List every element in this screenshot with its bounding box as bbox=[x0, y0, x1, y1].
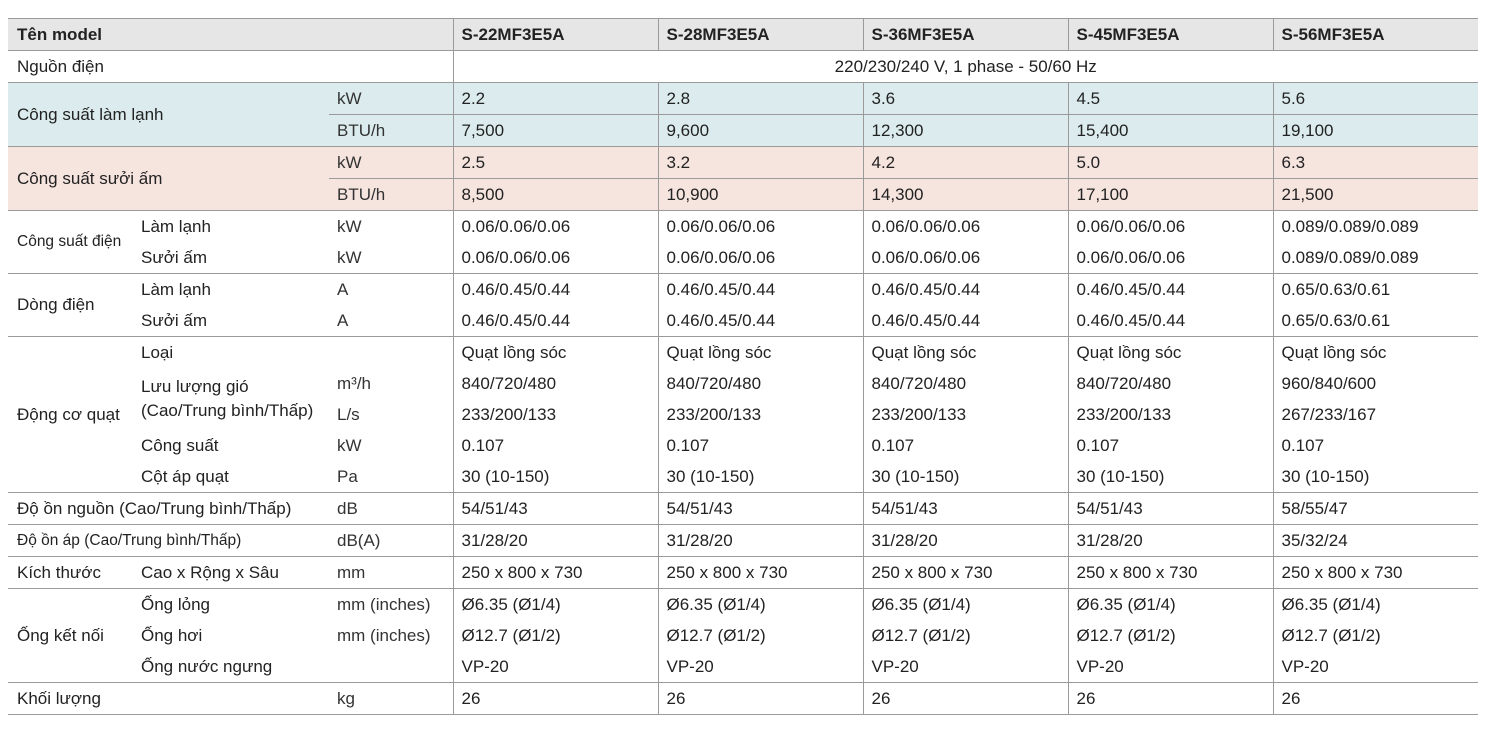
cell-value: 0.06/0.06/0.06 bbox=[1068, 242, 1273, 274]
spec-table bbox=[8, 18, 1478, 715]
cell-value: 54/51/43 bbox=[863, 493, 1068, 525]
cell-value: 840/720/480 bbox=[658, 368, 863, 399]
cell-value: Quạt lồng sóc bbox=[453, 337, 658, 369]
cell-value: 233/200/133 bbox=[658, 399, 863, 430]
cell-value: 0.089/0.089/0.089 bbox=[1273, 242, 1478, 274]
cell-value: Ø12.7 (Ø1/2) bbox=[1273, 620, 1478, 651]
cell-value: 30 (10-150) bbox=[658, 461, 863, 493]
row-label: Công suất làm lạnh bbox=[8, 83, 329, 147]
sub-label: Ống hơi bbox=[141, 625, 203, 645]
fan-motor-row bbox=[8, 461, 1478, 493]
cell-value: 0.65/0.63/0.61 bbox=[1273, 274, 1478, 306]
cooling-capacity-row bbox=[8, 83, 1478, 115]
cell-value: 233/200/133 bbox=[1068, 399, 1273, 430]
cell-value: 30 (10-150) bbox=[1068, 461, 1273, 493]
cell-value: 250 x 800 x 730 bbox=[1273, 557, 1478, 589]
cell-value: 0.06/0.06/0.06 bbox=[863, 242, 1068, 274]
model-name: S-36MF3E5A bbox=[863, 19, 1068, 51]
cell-value: 0.107 bbox=[863, 430, 1068, 461]
unit-label: m³/h bbox=[337, 373, 371, 393]
sub-label bbox=[133, 368, 329, 430]
sub-label: Cao x Rộng x Sâu bbox=[133, 557, 329, 589]
unit-label: A bbox=[329, 305, 453, 337]
cell-value: 0.46/0.45/0.44 bbox=[1068, 305, 1273, 337]
cell-value: 30 (10-150) bbox=[1273, 461, 1478, 493]
row-label: Động cơ quạt bbox=[8, 337, 133, 493]
cell-value: 250 x 800 x 730 bbox=[863, 557, 1068, 589]
cell-value: 0.46/0.45/0.44 bbox=[658, 305, 863, 337]
cell-value: 19,100 bbox=[1273, 115, 1478, 147]
unit-label: Pa bbox=[329, 461, 453, 493]
cell-value: 0.107 bbox=[1068, 430, 1273, 461]
cell-value: Ø12.7 (Ø1/2) bbox=[1068, 620, 1273, 651]
cell-value: 26 bbox=[453, 683, 658, 715]
unit-label bbox=[329, 651, 453, 683]
unit-label: kg bbox=[329, 683, 453, 715]
cell-value: 840/720/480 bbox=[1068, 368, 1273, 399]
cell-value: 0.46/0.45/0.44 bbox=[453, 274, 658, 306]
cell-value: 2.5 bbox=[453, 147, 658, 179]
airflow-label-line2: (Cao/Trung bình/Thấp) bbox=[141, 401, 314, 420]
cell-value: 267/233/167 bbox=[1273, 399, 1478, 430]
cell-value: 0.06/0.06/0.06 bbox=[1068, 211, 1273, 243]
cell-value: 4.5 bbox=[1068, 83, 1273, 115]
sub-label: Cột áp quạt bbox=[133, 461, 329, 493]
cell-value: 0.46/0.45/0.44 bbox=[658, 274, 863, 306]
cell-value: 15,400 bbox=[1068, 115, 1273, 147]
cell-value: VP-20 bbox=[1273, 651, 1478, 683]
cell-value: 31/28/20 bbox=[1068, 525, 1273, 557]
cell-value: Ø6.35 (Ø1/4) bbox=[1273, 589, 1478, 621]
cell-value: 0.06/0.06/0.06 bbox=[658, 242, 863, 274]
cell-value: 6.3 bbox=[1273, 147, 1478, 179]
unit-label: kW bbox=[337, 216, 362, 236]
current-row bbox=[8, 305, 1478, 337]
cell-value: 960/840/600 bbox=[1273, 368, 1478, 399]
cell-value: 54/51/43 bbox=[1068, 493, 1273, 525]
cell-value: 2.2 bbox=[453, 83, 658, 115]
cell-value: Quạt lồng sóc bbox=[1273, 337, 1478, 369]
cell-value: 4.2 bbox=[863, 147, 1068, 179]
cell-value: 0.06/0.06/0.06 bbox=[863, 211, 1068, 243]
fan-motor-row bbox=[8, 430, 1478, 461]
unit-label: BTU/h bbox=[329, 115, 453, 147]
power-source-row bbox=[8, 51, 1478, 83]
model-name: S-45MF3E5A bbox=[1068, 19, 1273, 51]
cell-value: 31/28/20 bbox=[863, 525, 1068, 557]
piping-row bbox=[8, 620, 1478, 651]
current-row bbox=[8, 274, 1478, 306]
unit-label: kW bbox=[329, 147, 453, 179]
cell-value: 250 x 800 x 730 bbox=[453, 557, 658, 589]
cell-value: Ø6.35 (Ø1/4) bbox=[863, 589, 1068, 621]
power-source-value: 220/230/240 V, 1 phase - 50/60 Hz bbox=[453, 51, 1478, 83]
cell-value: 30 (10-150) bbox=[453, 461, 658, 493]
cell-value: 26 bbox=[863, 683, 1068, 715]
cell-value: 0.06/0.06/0.06 bbox=[453, 211, 658, 243]
cell-value: 0.06/0.06/0.06 bbox=[658, 211, 863, 243]
cell-value: 5.0 bbox=[1068, 147, 1273, 179]
unit-label: kW bbox=[337, 435, 362, 455]
dimensions-row bbox=[8, 557, 1478, 589]
cell-value: 58/55/47 bbox=[1273, 493, 1478, 525]
unit-label: mm (inches) bbox=[337, 594, 431, 614]
sub-label: Làm lạnh bbox=[141, 279, 211, 299]
cell-value: 0.107 bbox=[1273, 430, 1478, 461]
cell-value: 0.65/0.63/0.61 bbox=[1273, 305, 1478, 337]
cell-value: 12,300 bbox=[863, 115, 1068, 147]
unit-label: A bbox=[337, 279, 349, 299]
unit-label: kW bbox=[329, 83, 453, 115]
sub-label: Làm lạnh bbox=[141, 216, 211, 236]
sub-label: Sưởi ấm bbox=[133, 242, 329, 274]
sub-label: Công suất bbox=[141, 435, 219, 455]
sound-power-row bbox=[8, 493, 1478, 525]
cell-value: Quạt lồng sóc bbox=[1068, 337, 1273, 369]
cell-value: Ø12.7 (Ø1/2) bbox=[453, 620, 658, 651]
cell-value: 54/51/43 bbox=[658, 493, 863, 525]
unit-label: dB(A) bbox=[329, 525, 453, 557]
weight-row bbox=[8, 683, 1478, 715]
sub-label: Ống nước ngưng bbox=[133, 651, 329, 683]
spec-table-container bbox=[8, 18, 1478, 715]
sub-label: Ống lỏng bbox=[141, 594, 210, 614]
cell-value: 0.46/0.45/0.44 bbox=[863, 274, 1068, 306]
cell-value: Ø6.35 (Ø1/4) bbox=[453, 589, 658, 621]
cell-value: 0.46/0.45/0.44 bbox=[453, 305, 658, 337]
row-label: Công suất sưởi ấm bbox=[8, 147, 329, 211]
cell-value: 26 bbox=[1068, 683, 1273, 715]
unit-label: BTU/h bbox=[329, 179, 453, 211]
model-name: S-28MF3E5A bbox=[658, 19, 863, 51]
cell-value: 250 x 800 x 730 bbox=[1068, 557, 1273, 589]
row-label: Nguồn điện bbox=[17, 56, 104, 76]
heating-capacity-row bbox=[8, 147, 1478, 179]
row-label: Công suất điện bbox=[8, 211, 133, 274]
cell-value: 14,300 bbox=[863, 179, 1068, 211]
cell-value: 9,600 bbox=[658, 115, 863, 147]
cell-value: VP-20 bbox=[658, 651, 863, 683]
cell-value: 35/32/24 bbox=[1273, 525, 1478, 557]
cell-value: 3.6 bbox=[863, 83, 1068, 115]
unit-label bbox=[329, 337, 453, 369]
cell-value: 21,500 bbox=[1273, 179, 1478, 211]
row-label: Độ ồn nguồn (Cao/Trung bình/Thấp) bbox=[8, 493, 329, 525]
row-label: Độ ồn áp (Cao/Trung bình/Thấp) bbox=[8, 525, 329, 557]
header-row bbox=[8, 19, 1478, 51]
airflow-label-line1: Lưu lượng gió bbox=[141, 377, 249, 396]
cell-value: 0.46/0.45/0.44 bbox=[863, 305, 1068, 337]
cell-value: 31/28/20 bbox=[658, 525, 863, 557]
power-input-row bbox=[8, 211, 1478, 243]
cell-value: 0.46/0.45/0.44 bbox=[1068, 274, 1273, 306]
unit-label: mm (inches) bbox=[337, 625, 431, 645]
unit-label: mm bbox=[329, 557, 453, 589]
cell-value: 10,900 bbox=[658, 179, 863, 211]
cell-value: Quạt lồng sóc bbox=[863, 337, 1068, 369]
cell-value: 26 bbox=[1273, 683, 1478, 715]
cell-value: 250 x 800 x 730 bbox=[658, 557, 863, 589]
cell-value: Ø12.7 (Ø1/2) bbox=[658, 620, 863, 651]
cell-value: Ø6.35 (Ø1/4) bbox=[658, 589, 863, 621]
row-label: Kích thước bbox=[8, 557, 133, 589]
cell-value: 17,100 bbox=[1068, 179, 1273, 211]
cell-value: 840/720/480 bbox=[453, 368, 658, 399]
cell-value: 54/51/43 bbox=[453, 493, 658, 525]
cell-value: Quạt lồng sóc bbox=[658, 337, 863, 369]
model-name: S-56MF3E5A bbox=[1273, 19, 1478, 51]
piping-row bbox=[8, 589, 1478, 621]
sub-label: Sưởi ấm bbox=[133, 305, 329, 337]
unit-label: dB bbox=[329, 493, 453, 525]
cell-value: VP-20 bbox=[1068, 651, 1273, 683]
cell-value: 31/28/20 bbox=[453, 525, 658, 557]
cell-value: 0.107 bbox=[453, 430, 658, 461]
cell-value: VP-20 bbox=[863, 651, 1068, 683]
model-name-label: Tên model bbox=[8, 19, 453, 51]
unit-label: kW bbox=[329, 242, 453, 274]
unit-label: L/s bbox=[337, 404, 360, 424]
power-input-row bbox=[8, 242, 1478, 274]
model-name: S-22MF3E5A bbox=[453, 19, 658, 51]
cell-value: 233/200/133 bbox=[453, 399, 658, 430]
cell-value: 0.107 bbox=[658, 430, 863, 461]
row-label: Khối lượng bbox=[8, 683, 329, 715]
piping-row bbox=[8, 651, 1478, 683]
cell-value: 3.2 bbox=[658, 147, 863, 179]
cell-value: Ø6.35 (Ø1/4) bbox=[1068, 589, 1273, 621]
cell-value: 7,500 bbox=[453, 115, 658, 147]
sub-label: Loại bbox=[141, 342, 174, 362]
row-label: Ống kết nối bbox=[8, 589, 133, 683]
fan-motor-row bbox=[8, 368, 1478, 399]
cell-value: VP-20 bbox=[453, 651, 658, 683]
fan-motor-row bbox=[8, 337, 1478, 369]
cell-value: 26 bbox=[658, 683, 863, 715]
cell-value: 233/200/133 bbox=[863, 399, 1068, 430]
cell-value: 8,500 bbox=[453, 179, 658, 211]
sound-pressure-row bbox=[8, 525, 1478, 557]
cell-value: 840/720/480 bbox=[863, 368, 1068, 399]
cell-value: 0.06/0.06/0.06 bbox=[453, 242, 658, 274]
cell-value: 0.089/0.089/0.089 bbox=[1273, 211, 1478, 243]
row-label: Dòng điện bbox=[8, 274, 133, 337]
cell-value: 2.8 bbox=[658, 83, 863, 115]
cell-value: 5.6 bbox=[1273, 83, 1478, 115]
cell-value: 30 (10-150) bbox=[863, 461, 1068, 493]
cell-value: Ø12.7 (Ø1/2) bbox=[863, 620, 1068, 651]
